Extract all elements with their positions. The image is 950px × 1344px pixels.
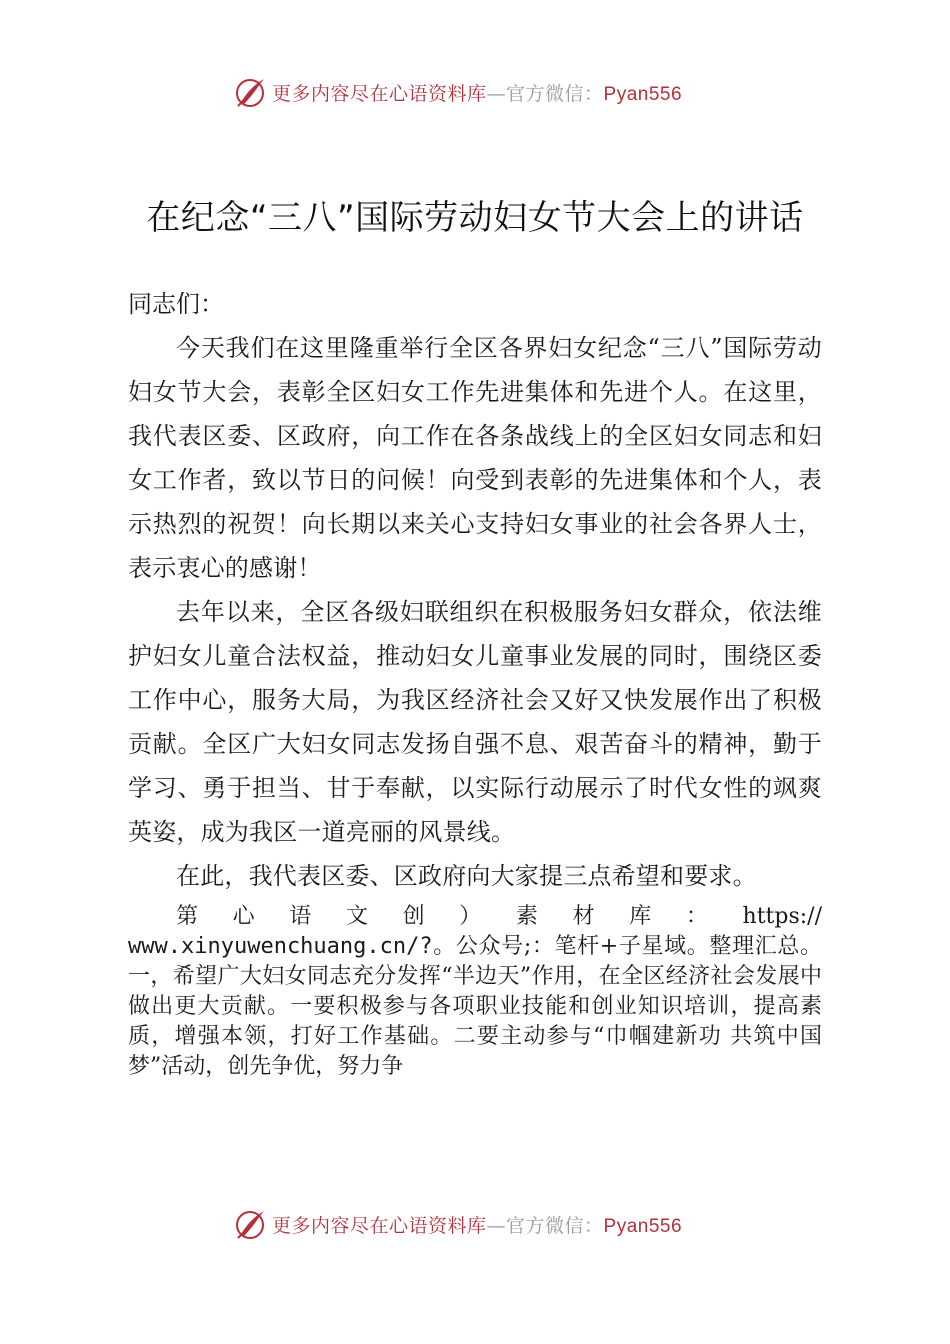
compact-url: www.xinyuwenchuang.cn/?。: [128, 934, 456, 959]
banner-text: [272, 1211, 682, 1238]
banner-handle: Pyan556: [603, 83, 683, 105]
banner-separator: —: [486, 82, 507, 105]
compact-paragraph: [128, 902, 822, 1082]
compact-head: 第心语文创）素材库：https://: [176, 904, 822, 929]
banner-prefix: 更多内容尽在心语资料库: [272, 1214, 487, 1237]
paragraph-2: 去年以来，全区各级妇联组织在积极服务妇女群众，依法维护妇女儿童合法权益，推动妇女儿童事业发展的同时，围绕区委工作中心，服务大局，为我区经济社会又好又快发展作出了积极贡献。全区广大妇女同志发扬自强不息、艰苦奋斗的精神，勤于学习、勇于担当、甘于奉献，以实际行动展示了时代女性的飒爽英姿，成为我区一道亮丽的风景线。: [128, 598, 822, 846]
header-banner: [232, 72, 732, 112]
document-title: 在纪念“三八”国际劳动妇女节大会上的讲话: [146, 198, 804, 238]
paragraph-3: 在此，我代表区委、区政府向大家提三点希望和要求。: [176, 862, 757, 890]
document-body: [128, 282, 822, 898]
footer-banner: [232, 1204, 732, 1244]
paragraph-1: 今天我们在这里隆重举行全区各界妇女纪念“三八”国际劳动妇女节大会，表彰全区妇女工作先进集体和先进个人。在这里，我代表区委、区政府，向工作在各条战线上的全区妇女同志和妇女工作者，致以节日的问候！向受到表彰的先进集体和个人，表示热烈的祝贺！向长期以来关心支持妇女事业的社会各界人士，表示衷心的感谢！: [128, 334, 822, 582]
salutation: 同志们：: [128, 290, 224, 318]
compact-rest: 公众号;：笔杆+子星域。整理汇总。一，希望广大妇女同志充分发挥“半边天”作用，在全区经济社会发展中做出更大贡献。一要积极参与各项职业技能和创业知识培训，提高素质，增强本领，打好工作基础。二要主动参与“巾帼建新功 共筑中国梦”活动，创先争优，努力争: [128, 934, 822, 1079]
banner-separator: —: [486, 1214, 507, 1237]
banner-wechat-label: 官方微信：: [506, 1214, 604, 1237]
feather-logo-icon: [232, 1206, 268, 1242]
banner-wechat-label: 官方微信：: [506, 82, 604, 105]
banner-text: [272, 79, 682, 106]
banner-prefix: 更多内容尽在心语资料库: [272, 82, 487, 105]
banner-handle: Pyan556: [603, 1215, 683, 1237]
feather-logo-icon: [232, 74, 268, 110]
